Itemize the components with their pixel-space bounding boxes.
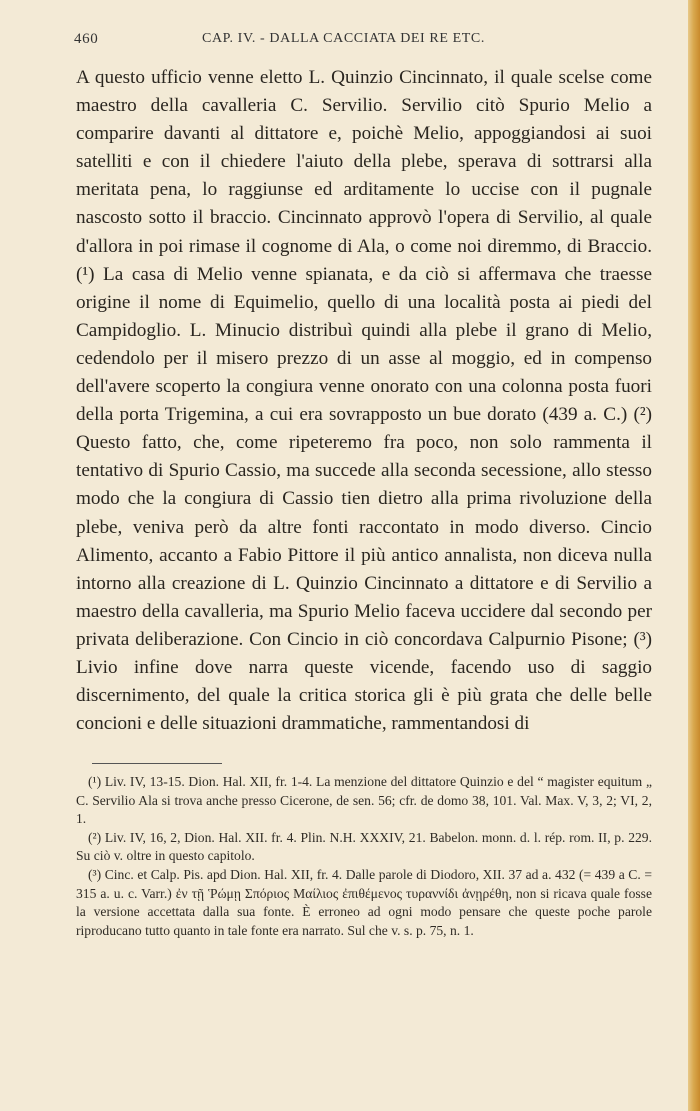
footnote-2: (²) Liv. IV, 16, 2, Dion. Hal. XII. fr. 4. Plin. N.H. XXXIV, 21. Babelon. monn. d. l. rép. rom. II, p. 229. Su ciò v. oltre in questo capitolo. — [76, 829, 652, 864]
running-header — [74, 31, 660, 51]
footnotes — [76, 773, 652, 940]
page-edge — [688, 0, 700, 1111]
footnote-separator — [92, 763, 222, 764]
body-paragraph: A questo ufficio venne eletto L. Quinzio Cincinnato, il quale scelse come maestro della cavalleria C. Servilio. Servilio citò Spurio Melio a comparire davanti al dittatore e, poichè Melio, appoggiandosi ai suoi satelliti e con il chiedere l'aiuto della plebe, sperava di sottrarsi alla meritata pena, lo raggiunse ed arditamente lo uccise con il pugnale nascosto sotto il braccio. Cincinnato approvò l'opera di Servilio, al quale d'allora in poi rimase il cognome di Ala, o come noi diremmo, di Braccio. (¹) La casa di Melio venne spianata, e da ciò si affermava che traesse origine il nome di Equimelio, quello di una località posta ai piedi del Campidoglio. L. Minucio distribuì quindi alla plebe il grano di Melio, cedendolo per il misero prezzo di un asse al moggio, ed in compenso dell'avere scoperto la congiura venne onorato con una colonna posta fuori della porta Trigemina, a cui era sovrapposto un bue dorato (439 a. C.) (²) Questo fatto, che, come ripeteremo fra poco, non solo rammenta il tentativo di Spurio Cassio, ma succede alla seconda secessione, allo stesso modo che la congiura di Cassio tien dietro alla prima rivoluzione della plebe, veniva però da altre fonti raccontato in modo diverso. Cincio Alimento, accanto a Fabio Pittore il più antico annalista, non diceva nulla intorno alla creazione di L. Quinzio Cincinnato a dittatore e di Servilio a maestro della cavalleria, ma Spurio Melio faceva uccidere dal secondo per privata deliberazione. Con Cincio in ciò concordava Calpurnio Pisone; (³) Livio infine dove narra queste vicende, facendo uso di saggio discernimento, del quale la critica storica gli è più grata che delle belle concioni e delle situazioni drammatiche, rammentandosi di — [76, 67, 652, 735]
page-number: 460 — [74, 31, 99, 47]
footnote-1: (¹) Liv. IV, 13-15. Dion. Hal. XII, fr. 1-4. La menzione del dittatore Quinzio e del “ magister equitum „ C. Servilio Ala si trova anche presso Cicerone, de sen. 56; cfr. de domo 38, 101. Val. Max. V, 3, 2; VI, 2, 1. — [76, 774, 652, 827]
running-title: CAP. IV. - DALLA CACCIATA DEI RE ETC. — [202, 31, 485, 46]
main-text — [76, 64, 652, 738]
footnote-3: (³) Cinc. et Calp. Pis. apd Dion. Hal. XII, fr. 4. Dalle parole di Diodoro, XII. 37 ad a. 432 (= 439 a C. = 315 a. u. c. Varr.) ἐν τῇ Ῥώμῃ Σπόριος Μαίλιος ἐπιθέμενος τυραννίδι ἀνῃρέθη, non si ricava quale fosse la versione accettata dalla sua fonte. È erroneo ad ogni modo pensare che queste poche parole riproducano tutto quanto in tale fonte era narrato. Sul che v. s. p. 75, n. 1. — [76, 866, 652, 938]
